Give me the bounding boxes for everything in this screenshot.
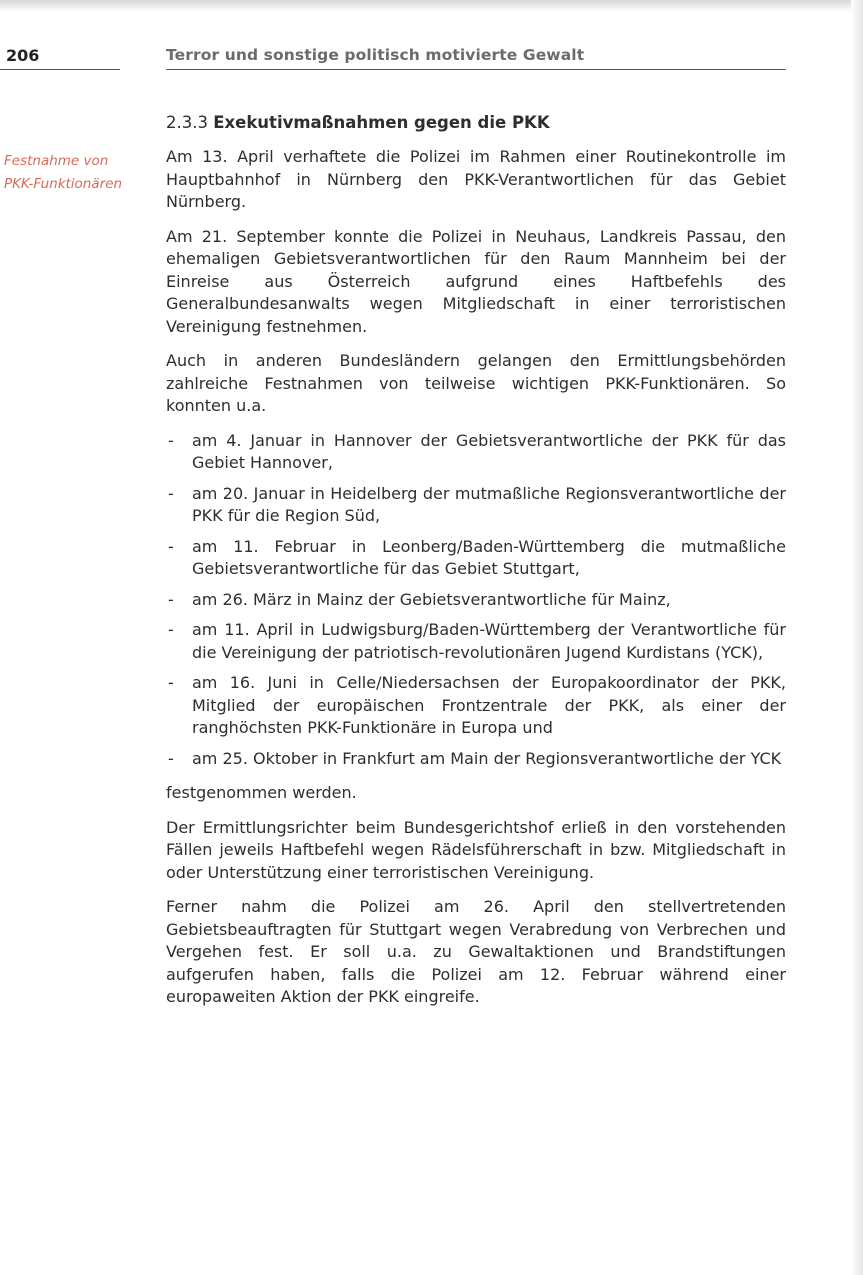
main-content (166, 110, 786, 1021)
list-item: - am 26. März in Mainz der Gebietsverantwortliche für Mainz, (166, 589, 786, 612)
header-rule-left (0, 69, 120, 70)
header-rule-right (166, 69, 786, 70)
margin-note (4, 150, 154, 196)
scan-right-edge (851, 0, 863, 1275)
list-item: - am 11. April in Ludwigsburg/Baden-Württemberg der Verantwortliche für die Vereinigung der patriotisch-revolutionären Jugend Kurdistans (YCK), (166, 619, 786, 664)
list-item: - am 4. Januar in Hannover der Gebietsverantwortliche der PKK für das Gebiet Hannover, (166, 430, 786, 475)
paragraph-1: Am 13. April verhaftete die Polizei im Rahmen einer Routinekontrolle im Hauptbahnhof in Nürnberg den PKK-Verantwortlichen für das Gebiet Nürnberg. (166, 147, 786, 211)
paragraph-6: Ferner nahm die Polizei am 26. April den stellvertretenden Gebietsbeauftragten für Stuttgart wegen Verabredung von Verbrechen und Vergehen fest. Er soll u.a. zu Gewaltaktionen und Brandstiftungen aufgerufen haben, falls die Polizei am 12. Februar während einer europaweiten Aktion der PKK eingreife. (166, 897, 786, 1006)
arrest-list (166, 430, 786, 771)
margin-note-line-1: Festnahme von (4, 153, 109, 169)
page-number: 206 (6, 46, 40, 65)
scan-top-shadow (0, 0, 863, 12)
paragraph-4: festgenommen werden. (166, 783, 357, 802)
margin-note-line-2: PKK-Funktionären (4, 176, 123, 192)
list-item: - am 16. Juni in Celle/Niedersachsen der Europakoordinator der PKK, Mitglied der europäischen Frontzentrale der PKK, als einer der ranghöchsten PKK-Funktionäre in Europa und (166, 672, 786, 740)
list-item: - am 25. Oktober in Frankfurt am Main der Regionsverantwortliche der YCK (166, 748, 786, 771)
paragraph-2: Am 21. September konnte die Polizei in Neuhaus, Landkreis Passau, den ehemaligen Gebietsverantwortlichen für den Raum Mannheim bei der Einreise aus Österreich aufgrund eines Haftbefehls des Generalbundesanwalts wegen Mitgliedschaft in einer terroristischen Vereinigung festnehmen. (166, 226, 786, 336)
paragraph-3: Auch in anderen Bundesländern gelangen den Ermittlungsbehörden zahlreiche Festnahmen von teilweise wichtigen PKK-Funktionären. So konnten u.a. (166, 351, 786, 415)
section-heading (166, 110, 786, 136)
section-title: Exekutivmaßnahmen gegen die PKK (213, 113, 550, 132)
running-header-title: Terror und sonstige politisch motivierte Gewalt (166, 46, 585, 64)
list-item: - am 20. Januar in Heidelberg der mutmaßliche Regionsverantwortliche der PKK für die Region Süd, (166, 483, 786, 528)
list-item: - am 11. Februar in Leonberg/Baden-Württemberg die mutmaßliche Gebietsverantwortliche für das Gebiet Stuttgart, (166, 536, 786, 581)
paragraph-5: Der Ermittlungsrichter beim Bundesgerichtshof erließ in den vorstehenden Fällen jeweils Haftbefehl wegen Rädelsführerschaft in bzw. Mitgliedschaft in oder Unterstützung einer terroristischen Vereinigung. (166, 817, 786, 882)
section-number: 2.3.3 (166, 113, 208, 132)
